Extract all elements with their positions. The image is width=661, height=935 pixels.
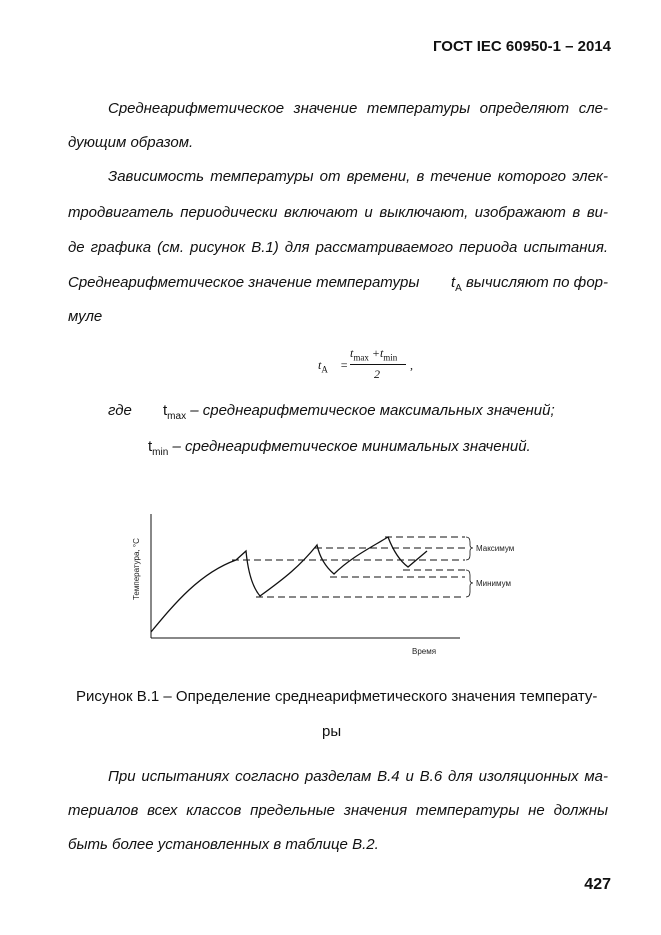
definition-tmin bbox=[148, 438, 531, 458]
page-number: 427 bbox=[584, 876, 611, 893]
document-header: ГОСТ IEC 60950-1 – 2014 bbox=[432, 38, 611, 55]
figure-caption-line-2: ры bbox=[322, 723, 342, 740]
definition-tmin-text: – среднеарифметическое минимальных значений. bbox=[168, 438, 531, 455]
mean-temperature-formula bbox=[318, 346, 428, 386]
paragraph-2-line-1: Зависимость температуры от времени, в течение которого элек- bbox=[108, 168, 608, 185]
formula-comma: , bbox=[410, 358, 413, 372]
figure-caption-line-1: Рисунок В.1 – Определение среднеарифметического значения температу- bbox=[76, 688, 598, 705]
temperature-time-figure bbox=[120, 508, 540, 658]
min-label: Минимум bbox=[476, 579, 512, 588]
line-4-suffix: вычисляют по фор- bbox=[461, 274, 608, 291]
x-axis-label: Время bbox=[412, 647, 437, 656]
temperature-curve bbox=[151, 537, 427, 632]
formula-lhs bbox=[318, 358, 328, 374]
paragraph-1-line-1: Среднеарифметическое значение температуры определяют сле- bbox=[108, 100, 608, 117]
definition-tmax-text: – среднеарифметическое максимальных значений; bbox=[186, 402, 555, 419]
fraction-bar bbox=[350, 364, 406, 365]
formula-lhs-symbol: t bbox=[318, 358, 322, 372]
paragraph-2-line-2: тродвигатель периодически включают и выключают, изображают в ви- bbox=[68, 204, 608, 221]
formula-denominator: 2 bbox=[374, 367, 380, 381]
max-brace bbox=[466, 537, 473, 560]
definition-tmax-subscript: max bbox=[167, 411, 187, 422]
symbol-t: t bbox=[450, 274, 456, 291]
numerator-sub1: max bbox=[353, 352, 369, 363]
min-brace bbox=[466, 570, 473, 597]
numerator-t2: t bbox=[379, 346, 384, 360]
max-label: Максимум bbox=[476, 544, 515, 553]
paragraph-1-line-2: дующим образом. bbox=[68, 134, 194, 151]
paragraph-3-line-1: При испытаниях согласно разделам В.4 и В.6 для изоляционных ма- bbox=[108, 768, 608, 785]
definition-tmin-symbol: t bbox=[148, 438, 153, 455]
numerator-t1: t bbox=[350, 346, 354, 360]
paragraph-2-line-5: муле bbox=[68, 308, 103, 325]
definition-tmin-subscript: min bbox=[152, 447, 169, 458]
paragraph-2-line-3: де графика (см. рисунок В.1) для рассматриваемого периода испытания. bbox=[68, 239, 608, 256]
paragraph-3-line-3: быть более установленных в таблице В.2. bbox=[68, 836, 379, 853]
line-4-formula-ref bbox=[451, 266, 608, 306]
numerator-plus: + bbox=[371, 346, 380, 360]
formula-numerator bbox=[350, 346, 397, 362]
y-axis-label: Температура, °С bbox=[132, 538, 141, 600]
numerator-sub2: min bbox=[383, 352, 398, 363]
formula-lhs-subscript: A bbox=[321, 364, 328, 375]
definition-tmax bbox=[163, 402, 555, 422]
symbol-subscript: A bbox=[455, 283, 462, 294]
paragraph-2-line-4 bbox=[68, 266, 608, 306]
formula-equals: = bbox=[340, 358, 349, 372]
line-4-prefix: Среднеарифметическое значение температуры bbox=[68, 274, 424, 291]
paragraph-3-line-2: териалов всех классов предельные значения температуры не должны bbox=[68, 802, 608, 819]
where-word: где bbox=[108, 402, 132, 419]
definition-tmax-symbol: t bbox=[163, 402, 168, 419]
